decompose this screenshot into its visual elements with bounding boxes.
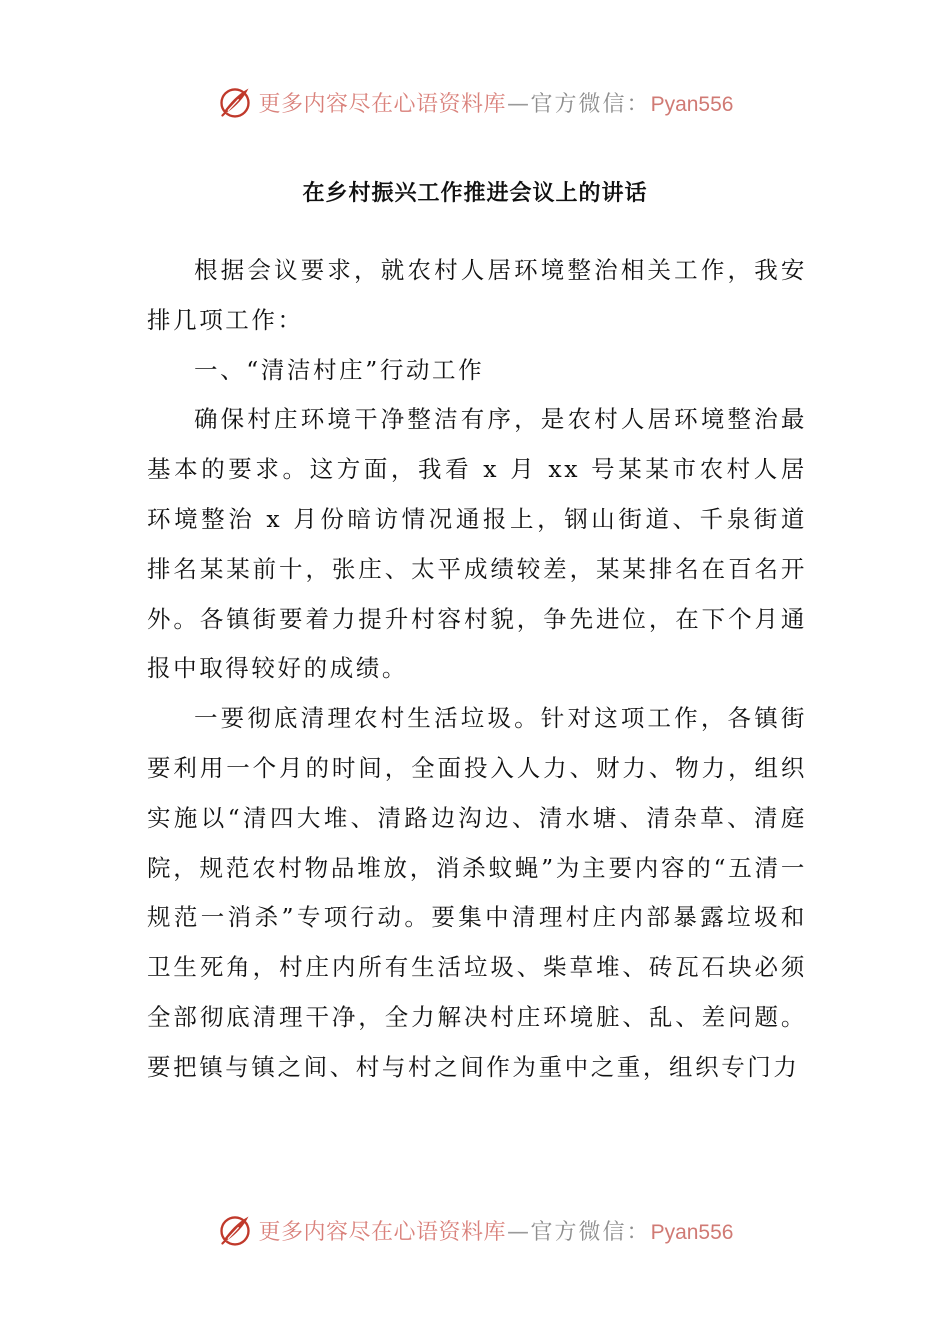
watermark-main-text: 更多内容尽在心语资料库 [258,1219,507,1245]
paragraph: 一要彻底清理农村生活垃圾。针对这项工作，各镇街要利用一个月的时间，全面投入人力、财力、物力，组织实施以“清四大堆、清路边沟边、清水塘、清杂草、清庭院，规范农村物品堆放，消杀蚊蝇”为主要内容的“五清一规范一消杀”专项行动。要集中清理村庄内部暴露垃圾和卫生死角，村庄内所有生活垃圾、柴草堆、砖瓦石块必须全部彻底清理干净，全力解决村庄环境脏、乱、差问题。要把镇与镇之间、村与村之间作为重中之重，组织专门力 [147,704,807,1081]
header-watermark [0,80,950,124]
watermark-label: 官方微信： [530,1219,651,1245]
watermark-dash: — [507,1219,530,1245]
paragraph: 确保村庄环境干净整洁有序，是农村人居环境整治最基本的要求。这方面，我看 x 月 xx 号某某市农村人居环境整治 x 月份暗访情况通报上，钢山街道、千泉街道排名某某前十，张庄、太平成绩较差，某某排名在百名开外。各镇街要着力提升村容村貌，争先进位，在下个月通报中取得较好的成绩。 [147,405,807,683]
quill-pen-logo-icon [217,84,253,120]
paragraph: 根据会议要求，就农村人居环境整治相关工作，我安排几项工作： [147,256,807,334]
section-heading: 一、“清洁村庄”行动工作 [194,355,485,384]
watermark-label: 官方微信： [530,91,651,117]
watermark-wechat-id: Pyan556 [650,92,734,116]
watermark-wechat-id: Pyan556 [650,1220,734,1244]
footer-watermark [0,1208,950,1252]
watermark-dash: — [507,91,530,117]
document-title: 在乡村振兴工作推进会议上的讲话 [302,181,648,206]
quill-pen-logo-icon [217,1212,253,1248]
document-body [147,246,807,1093]
watermark-main-text: 更多内容尽在心语资料库 [258,91,507,117]
